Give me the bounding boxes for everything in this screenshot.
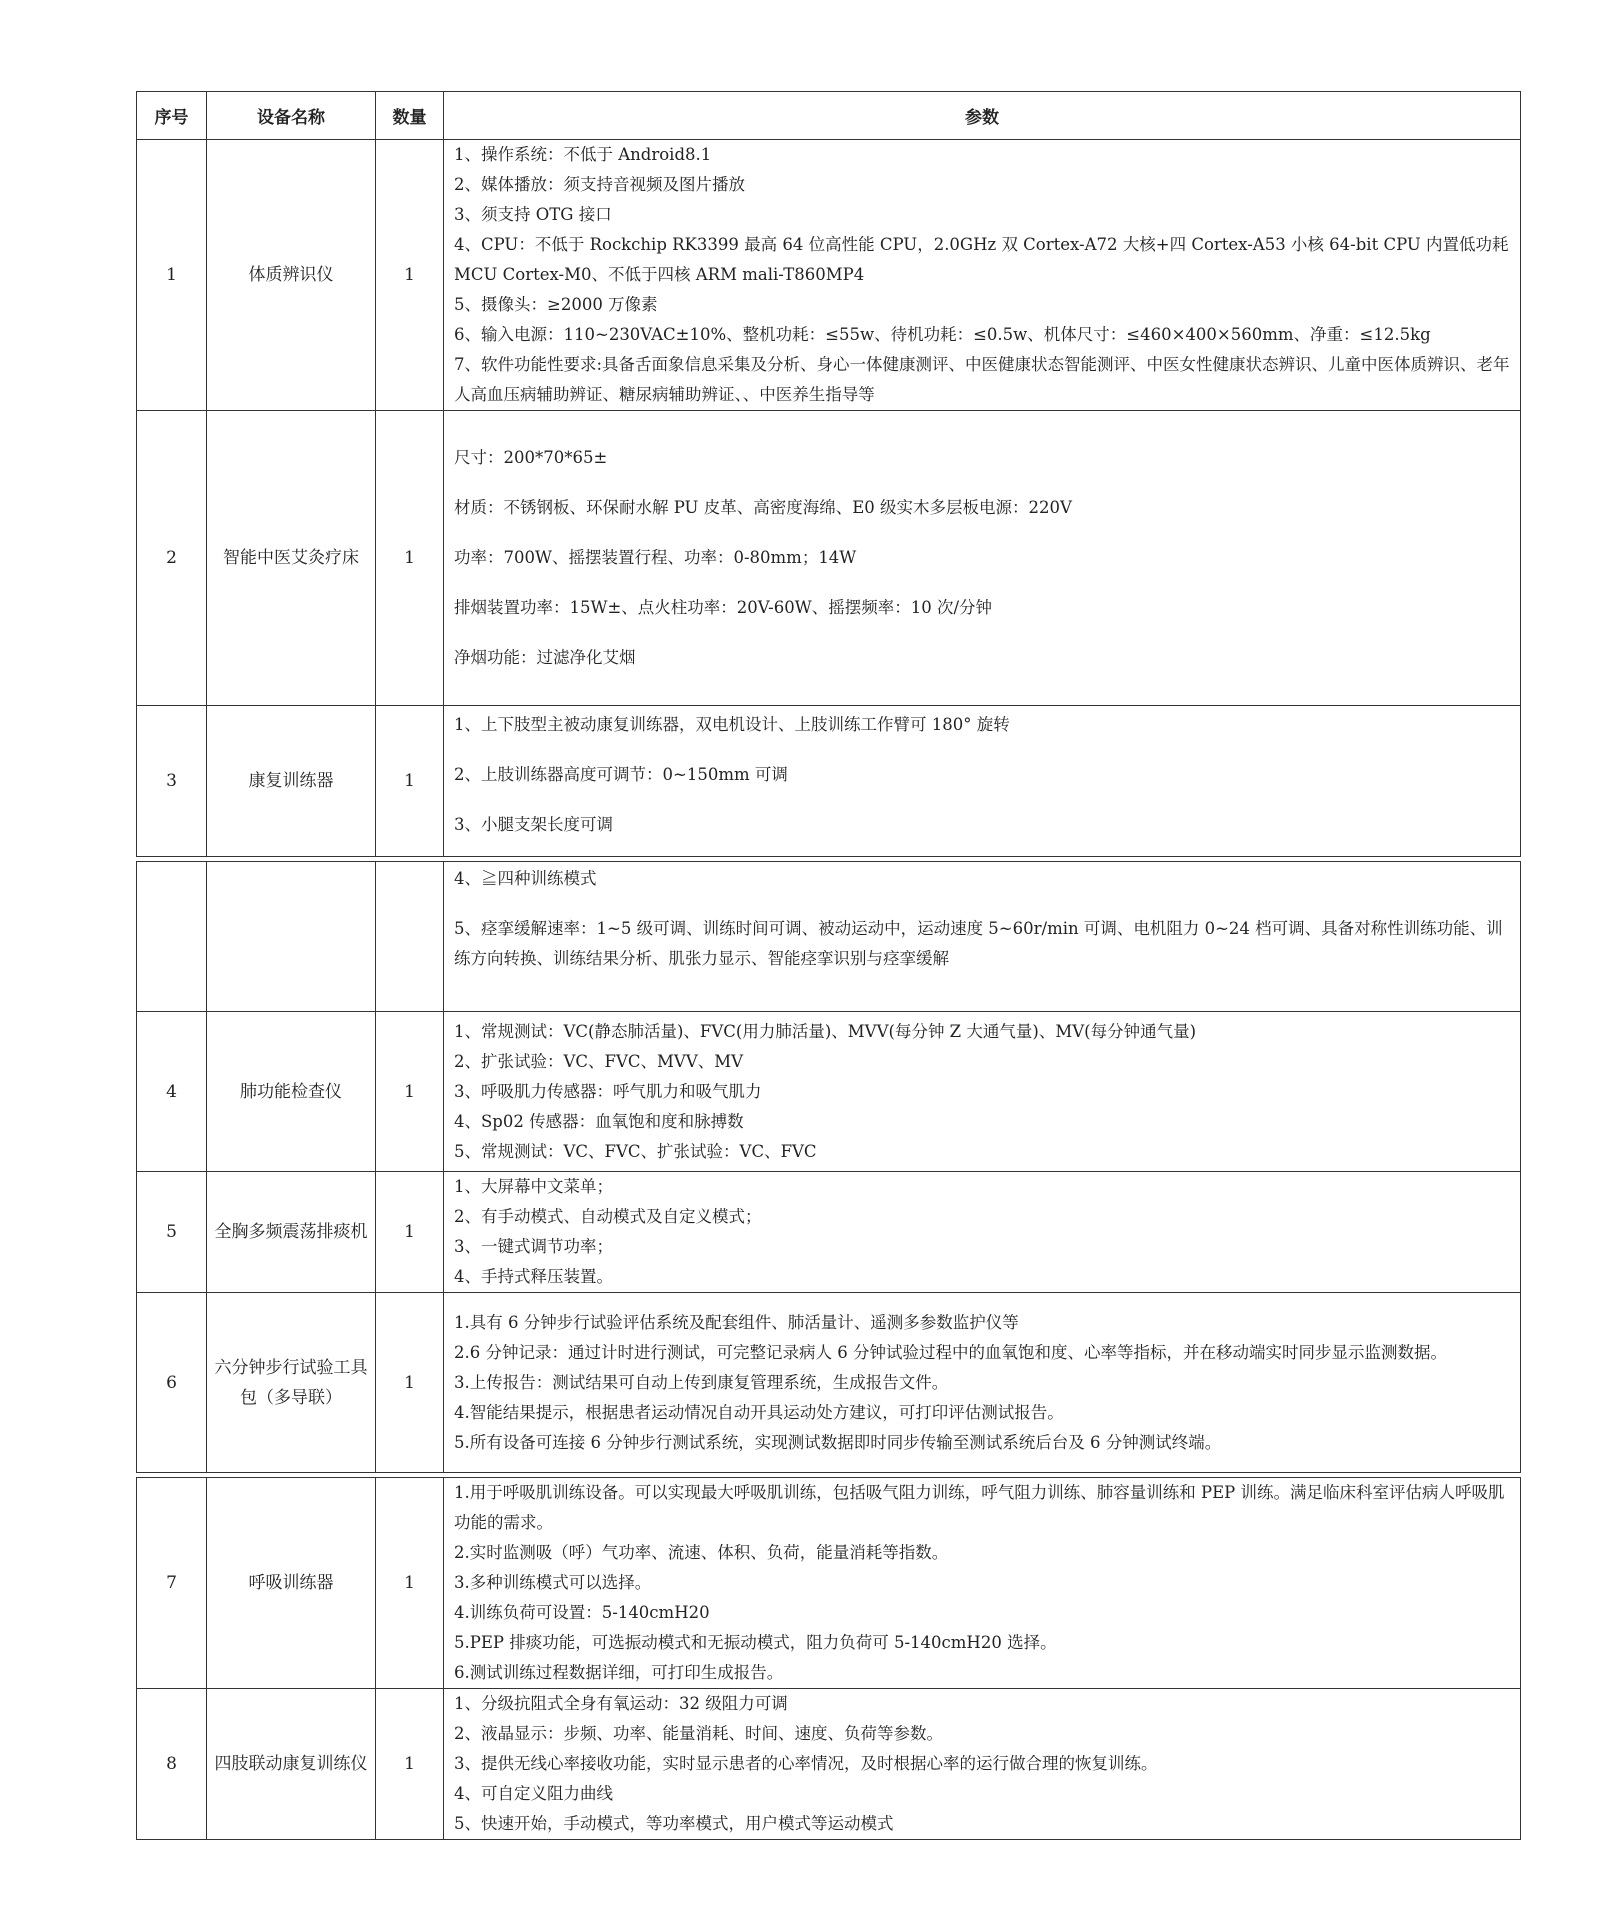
param-line: 7、软件功能性要求:具备舌面象信息采集及分析、身心一体健康测评、中医健康状态智能测评、中医女性健康状态辨识、儿童中医体质辨识、老年人高血压病辅助辨证、糖尿病辅助辨证、、中医养生指导等: [454, 355, 1510, 404]
row-no: [137, 862, 207, 1012]
table-row: [137, 1689, 1521, 1840]
param-line: 净烟功能：过滤净化艾烟: [454, 648, 636, 667]
row-qty: 1: [376, 1478, 444, 1689]
param-line: 3、提供无线心率接收功能，实时显示患者的心率情况，及时根据心率的运行做合理的恢复训练。: [454, 1754, 1158, 1773]
row-no: 7: [137, 1478, 207, 1689]
table-row: [137, 140, 1521, 411]
param-line: 2、扩张试验：VC、FVC、MVV、MV: [454, 1051, 744, 1071]
param-line: 5、摄像头：≥2000 万像素: [454, 295, 658, 314]
param-line: 3、小腿支架长度可调: [454, 815, 613, 834]
param-line: 3、一键式调节功率；: [454, 1237, 613, 1256]
param-line: 功率：700W、摇摆装置行程、功率：0-80mm；14W: [454, 548, 857, 567]
param-line: 6、输入电源：110~230VAC±10%、整机功耗：≤55w、待机功耗：≤0.5w、机体尺寸：≤460×400×560mm、净重：≤12.5kg: [454, 325, 1431, 344]
row-params: [444, 1172, 1521, 1293]
header-name: 设备名称: [207, 92, 376, 140]
param-line: 3、呼吸肌力传感器：呼气肌力和吸气肌力: [454, 1081, 762, 1101]
table-row: [137, 1012, 1521, 1172]
row-name: 体质辨识仪: [207, 140, 376, 411]
param-line: 1、上下肢型主被动康复训练器，双电机设计、上肢训练工作臂可 180° 旋转: [454, 715, 1010, 734]
equipment-table-block-1: [136, 91, 1521, 857]
row-qty: 1: [376, 1172, 444, 1293]
table-row: [137, 1478, 1521, 1689]
param-line: 1.用于呼吸肌训练设备。可以实现最大呼吸肌训练，包括吸气阻力训练，呼气阻力训练、肺容量训练和 PEP 训练。满足临床科室评估病人呼吸肌功能的需求。: [454, 1483, 1505, 1532]
row-params: [444, 140, 1521, 411]
row-params: [444, 1478, 1521, 1689]
table-row: [137, 1293, 1521, 1473]
param-line: 尺寸：200*70*65±: [454, 448, 608, 467]
row-no: 8: [137, 1689, 207, 1840]
row-no: 1: [137, 140, 207, 411]
row-qty: 1: [376, 1293, 444, 1473]
param-line: 4、可自定义阻力曲线: [454, 1784, 613, 1803]
header-no: 序号: [137, 92, 207, 140]
param-line: 3.多种训练模式可以选择。: [454, 1573, 652, 1592]
param-line: 2、上肢训练器高度可调节：0~150mm 可调: [454, 765, 788, 784]
row-no: 6: [137, 1293, 207, 1473]
row-name: 呼吸训练器: [207, 1478, 376, 1689]
param-line: 1、操作系统：不低于 Android8.1: [454, 145, 712, 164]
param-line: 2.6 分钟记录：通过计时进行测试，可完整记录病人 6 分钟试验过程中的血氧饱和度、心率等指标，并在移动端实时同步显示监测数据。: [454, 1342, 1447, 1362]
param-line: 4.智能结果提示，根据患者运动情况自动开具运动处方建议，可打印评估测试报告。: [454, 1402, 1064, 1422]
row-qty: 1: [376, 706, 444, 857]
table-row: [137, 1172, 1521, 1293]
row-params: [444, 411, 1521, 706]
row-no: 4: [137, 1012, 207, 1172]
row-qty: 1: [376, 140, 444, 411]
row-no: 3: [137, 706, 207, 857]
row-name: 智能中医艾灸疗床: [207, 411, 376, 706]
row-qty: 1: [376, 1012, 444, 1172]
row-name: 肺功能检查仪: [207, 1012, 376, 1172]
header-params: 参数: [444, 92, 1521, 140]
param-line: 3.上传报告：测试结果可自动上传到康复管理系统，生成报告文件。: [454, 1372, 949, 1392]
row-name: [207, 862, 376, 1012]
header-qty: 数量: [376, 92, 444, 140]
param-line: 4、Sp02 传感器：血氧饱和度和脉搏数: [454, 1111, 744, 1131]
param-line: 5.所有设备可连接 6 分钟步行测试系统，实现测试数据即时同步传输至测试系统后台及 6 分钟测试终端。: [454, 1432, 1222, 1452]
row-name: 全胸多频震荡排痰机: [207, 1172, 376, 1293]
param-line: 3、须支持 OTG 接口: [454, 205, 612, 224]
param-line: 1.具有 6 分钟步行试验评估系统及配套组件、肺活量计、遥测多参数监护仪等: [454, 1312, 1019, 1332]
param-line: 2、媒体播放：须支持音视频及图片播放: [454, 175, 745, 194]
param-line: 材质：不锈钢板、环保耐水解 PU 皮革、高密度海绵、E0 级实木多层板电源：220V: [454, 498, 1072, 517]
table-row: [137, 706, 1521, 857]
row-params: [444, 862, 1521, 1012]
row-name: 四肢联动康复训练仪: [207, 1689, 376, 1840]
table-row: [137, 862, 1521, 1012]
param-line: 5、常规测试：VC、FVC、扩张试验：VC、FVC: [454, 1141, 817, 1161]
param-line: 4.训练负荷可设置：5-140cmH20: [454, 1603, 710, 1622]
row-params: [444, 1689, 1521, 1840]
param-line: 2.实时监测吸（呼）气功率、流速、体积、负荷，能量消耗等指数。: [454, 1543, 949, 1562]
param-line: 5、快速开始，手动模式，等功率模式，用户模式等运动模式: [454, 1814, 894, 1833]
equipment-table-block-2: [136, 861, 1521, 1473]
param-line: 4、CPU：不低于 Rockchip RK3399 最高 64 位高性能 CPU，2.0GHz 双 Cortex-A72 大核+四 Cortex-A53 小核 64-bit CPU 内置低功耗 MCU Cortex-M0、不低于四核 ARM mali-T860MP4: [454, 235, 1509, 284]
table-row: [137, 411, 1521, 706]
param-line: 5、痉挛缓解速率：1~5 级可调、训练时间可调、被动运动中，运动速度 5~60r/min 可调、电机阻力 0~24 档可调、具备对称性训练功能、训练方向转换、训练结果分析、肌张力显示、智能痉挛识别与痉挛缓解: [454, 919, 1503, 968]
param-line: 5.PEP 排痰功能，可选振动模式和无振动模式，阻力负荷可 5-140cmH20 选择。: [454, 1633, 1057, 1652]
param-line: 4、手持式释压装置。: [454, 1267, 613, 1286]
param-line: 6.测试训练过程数据详细，可打印生成报告。: [454, 1663, 784, 1682]
row-name: 康复训练器: [207, 706, 376, 857]
equipment-table-block-3: [136, 1477, 1521, 1840]
param-line: 1、分级抗阻式全身有氧运动：32 级阻力可调: [454, 1694, 788, 1713]
table-header-row: [137, 92, 1521, 140]
param-line: 1、大屏幕中文菜单；: [454, 1177, 613, 1196]
row-no: 5: [137, 1172, 207, 1293]
row-no: 2: [137, 411, 207, 706]
param-line: 2、液晶显示：步频、功率、能量消耗、时间、速度、负荷等参数。: [454, 1724, 943, 1743]
row-qty: [376, 862, 444, 1012]
param-line: 2、有手动模式、自动模式及自定义模式；: [454, 1207, 762, 1226]
row-params: [444, 706, 1521, 857]
param-line: 1、常规测试：VC(静态肺活量)、FVC(用力肺活量)、MVV(每分钟 Z 大通气量)、MV(每分钟通气量): [454, 1021, 1197, 1041]
row-params: [444, 1012, 1521, 1172]
param-line: 排烟装置功率：15W±、点火柱功率：20V-60W、摇摆频率：10 次/分钟: [454, 598, 993, 617]
row-qty: 1: [376, 1689, 444, 1840]
row-qty: 1: [376, 411, 444, 706]
row-params: [444, 1293, 1521, 1473]
param-line: 4、≧四种训练模式: [454, 869, 597, 888]
row-name: 六分钟步行试验工具包（多导联）: [207, 1293, 376, 1473]
